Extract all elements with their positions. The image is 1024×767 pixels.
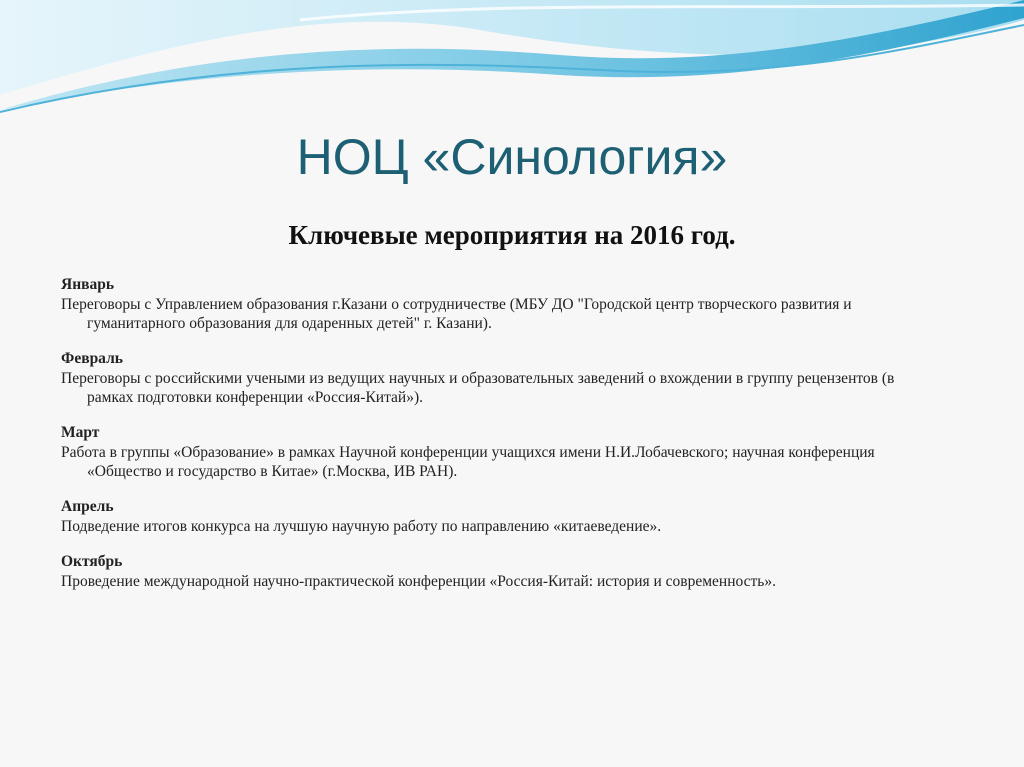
event-month: Март [61,424,100,441]
event-month: Январь [61,276,115,293]
event-april [61,497,941,536]
event-month: Февраль [61,350,123,367]
slide-subtitle: Ключевые мероприятия на 2016 год. [288,220,736,250]
event-january [61,275,941,333]
decorative-wave-header [0,0,1024,120]
event-february [61,349,941,407]
event-description: Переговоры с Управлением образования г.Казани о сотрудничестве (МБУ ДО "Городской центр творческого развития и гуманитарного образования для одаренных детей" г. Казани). [61,296,852,332]
event-description: Проведение международной научно-практической конференции «Россия-Китай: история и современность». [61,573,776,590]
event-description: Переговоры с российскими учеными из ведущих научных и образовательных заведений о вхождении в группу рецензентов (в рамках подготовки конференции «Россия-Китай»). [61,370,895,406]
slide-title: НОЦ «Синология» [296,129,728,185]
event-month: Октябрь [61,553,123,570]
events-list [61,275,941,607]
event-march [61,423,941,481]
event-description: Работа в группы «Образование» в рамках Научной конференции учащихся имени Н.И.Лобачевского; научная конференция «Общество и государство в Китае» (г.Москва, ИВ РАН). [61,444,875,480]
event-description: Подведение итогов конкурса на лучшую научную работу по направлению «китаеведение». [61,518,662,535]
event-october [61,552,941,591]
event-month: Апрель [61,498,114,515]
